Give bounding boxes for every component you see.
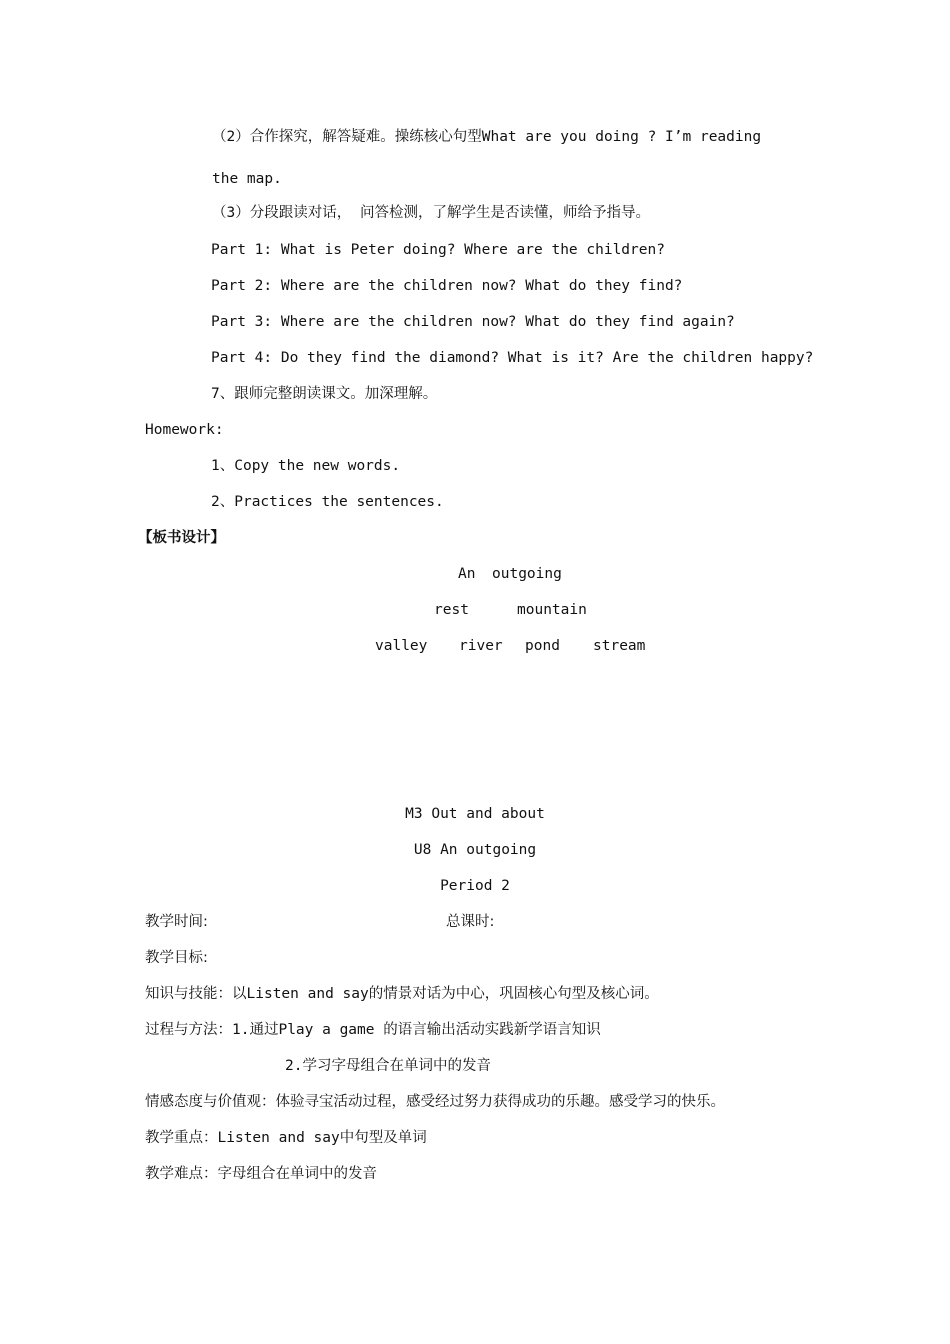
homework-heading: Homework: [145, 422, 224, 438]
teaching-goals-label: 教学目标: [145, 950, 208, 966]
board-word-stream: stream [593, 638, 646, 654]
process-methods-line1: 过程与方法：1.通过Play a game 的语言输出活动实践新学语言知识 [145, 1022, 601, 1038]
homework-item-2: 2、Practices the sentences. [211, 494, 444, 510]
emotion-values-line: 情感态度与价值观：体验寻宝活动过程，感受经过努力获得成功的乐趣。感受学习的快乐。 [145, 1094, 725, 1110]
part1-question: Part 1: What is Peter doing? Where are the children? [211, 242, 665, 258]
part2-question: Part 2: Where are the children now? What do they find? [211, 278, 683, 294]
unit-title: U8 An outgoing [413, 842, 537, 858]
board-word-rest: rest [434, 602, 469, 618]
step2-line2: the map. [212, 171, 282, 187]
board-word-outgoing: outgoing [492, 566, 562, 582]
board-word-pond: pond [525, 638, 560, 654]
board-word-an: An [458, 566, 476, 582]
module-title: M3 Out and about [405, 806, 545, 822]
total-periods-label: 总课时: [446, 914, 495, 930]
part3-question: Part 3: Where are the children now? What do they find again? [211, 314, 735, 330]
board-word-valley: valley [375, 638, 428, 654]
board-word-mountain: mountain [517, 602, 587, 618]
step2-line1: （2）合作探究，解答疑难。操练核心句型What are you doing ? I’m reading [212, 129, 762, 145]
board-word-river: river [459, 638, 503, 654]
knowledge-skills-line: 知识与技能：以Listen and say的情景对话为中心，巩固核心句型及核心词。 [145, 986, 659, 1002]
process-methods-line2: 2.学习字母组合在单词中的发音 [285, 1058, 491, 1074]
board-design-heading: 【板书设计】 [138, 530, 225, 546]
part4-question: Part 4: Do they find the diamond? What is it? Are the children happy? [211, 350, 814, 366]
key-points-line: 教学重点：Listen and say中句型及单词 [145, 1130, 427, 1146]
step7-line: 7、跟师完整朗读课文。加深理解。 [211, 386, 438, 402]
homework-item-1: 1、Copy the new words. [211, 458, 401, 474]
step3-line: （3）分段跟读对话， 问答检测，了解学生是否读懂，师给予指导。 [212, 205, 650, 221]
period-title: Period 2 [440, 878, 510, 894]
teaching-time-label: 教学时间: [145, 914, 208, 930]
difficulties-line: 教学难点：字母组合在单词中的发音 [145, 1166, 377, 1182]
